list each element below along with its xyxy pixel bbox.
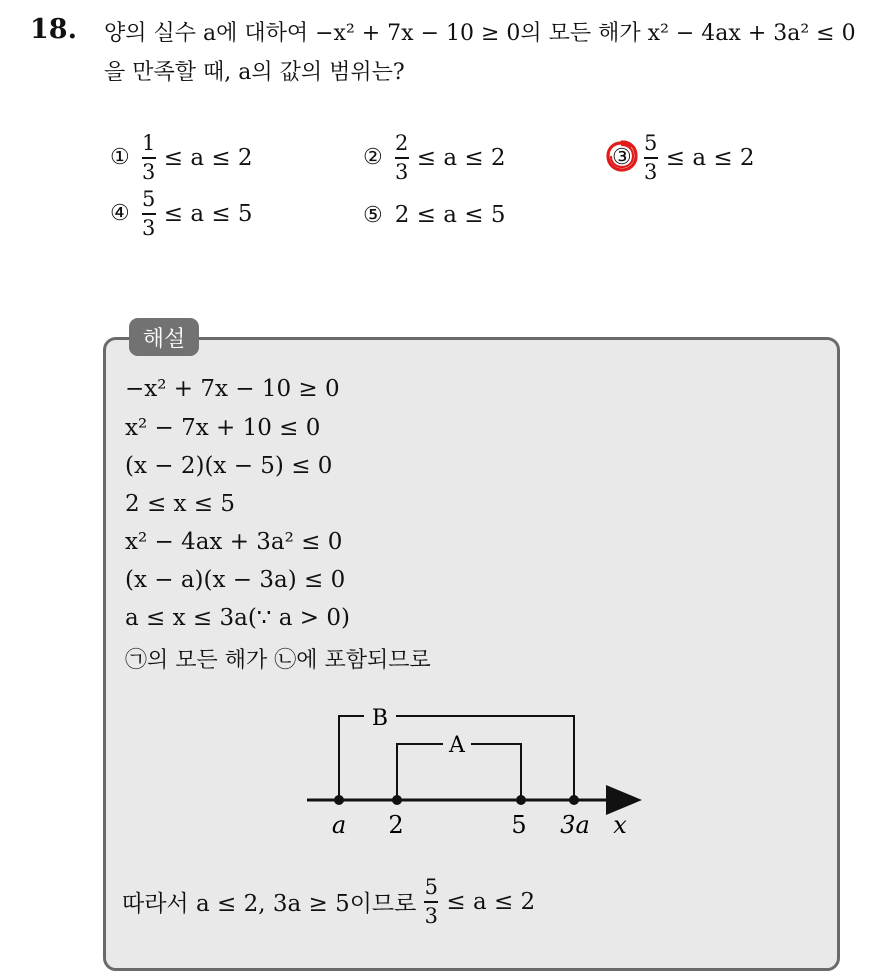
option-4-range: ≤ a ≤ 5 bbox=[163, 200, 253, 227]
bracket-b-left bbox=[339, 716, 364, 800]
point-label-2: 2 bbox=[388, 811, 404, 839]
option-4-fraction: $\frac{5}{3}$ bbox=[142, 187, 156, 240]
option-2-fraction: $\frac{2}{3}$ bbox=[395, 131, 409, 184]
option-3-range: ≤ a ≤ 2 bbox=[665, 144, 755, 171]
solution-line-5: x² − 4ax + 3a² ≤ 0 bbox=[125, 529, 343, 555]
question-text-line-1: 양의 실수 a에 대하여 −x² + 7x − 10 ≥ 0의 모든 해가 x² − 4ax + 3a² ≤ 0 bbox=[104, 21, 856, 46]
axis-label-x: x bbox=[613, 811, 627, 839]
bracket-b-label: B bbox=[371, 706, 389, 731]
bracket-b-right bbox=[396, 716, 574, 800]
option-2-range: ≤ a ≤ 2 bbox=[416, 144, 506, 171]
option-1-marker: ① bbox=[110, 145, 130, 171]
solution-line-4: 2 ≤ x ≤ 5 bbox=[125, 491, 236, 517]
bracket-a-label: A bbox=[449, 733, 465, 758]
bracket-a-right bbox=[471, 744, 521, 800]
solution-line-6: (x − a)(x − 3a) ≤ 0 bbox=[125, 567, 346, 593]
solution-tag: 해설 bbox=[129, 318, 199, 356]
solution-conclusion bbox=[122, 877, 535, 927]
conclusion-text: 따라서 a ≤ 2, 3a ≥ 5이므로 bbox=[122, 891, 417, 918]
option-1-range: ≤ a ≤ 2 bbox=[163, 144, 253, 171]
bracket-a-left bbox=[397, 744, 443, 800]
question-text-line-2: 을 만족할 때, a의 값의 범위는? bbox=[104, 60, 405, 85]
point-label-5: 5 bbox=[511, 811, 527, 839]
option-2-marker: ② bbox=[363, 145, 383, 171]
solution-line-3: (x − 2)(x − 5) ≤ 0 bbox=[125, 453, 333, 479]
conclusion-fraction: $\frac{5}{3}$ bbox=[424, 875, 439, 928]
point-label-a: a bbox=[331, 811, 347, 839]
point-a bbox=[334, 795, 344, 805]
point-label-3a: 3a bbox=[560, 811, 590, 839]
conclusion-range: ≤ a ≤ 2 bbox=[446, 888, 536, 915]
option-3-fraction: $\frac{5}{3}$ bbox=[644, 131, 658, 184]
solution-line-8: ㉠의 모든 해가 ㉡에 포함되므로 bbox=[125, 648, 431, 673]
question-number: 18. bbox=[30, 14, 77, 45]
solution-line-2: x² − 7x + 10 ≤ 0 bbox=[125, 415, 321, 441]
point-2 bbox=[392, 795, 402, 805]
option-1-fraction: $\frac{1}{3}$ bbox=[142, 131, 156, 184]
option-5-range: 2 ≤ a ≤ 5 bbox=[394, 202, 506, 228]
point-5 bbox=[516, 795, 526, 805]
solution-line-7: a ≤ x ≤ 3a(∵ a > 0) bbox=[125, 605, 350, 631]
option-4-marker: ④ bbox=[110, 201, 130, 227]
solution-line-1: −x² + 7x − 10 ≥ 0 bbox=[125, 376, 340, 402]
option-3-marker: ③ bbox=[612, 145, 632, 170]
option-5-marker: ⑤ bbox=[363, 202, 383, 228]
point-3a bbox=[569, 795, 579, 805]
